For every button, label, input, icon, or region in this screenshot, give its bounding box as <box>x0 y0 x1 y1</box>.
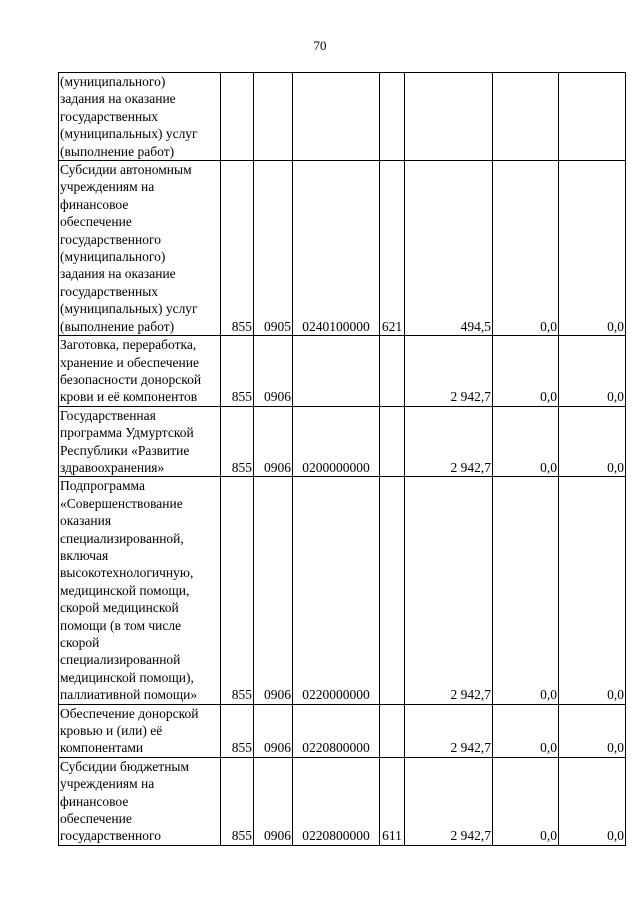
amount-col3-cell: 0,0 <box>559 477 626 704</box>
section-code-cell: 0906 <box>254 336 293 407</box>
target-article-cell: 0220800000 <box>293 704 380 757</box>
item-name-line: включая <box>60 547 109 563</box>
amount-cell: 2 942,7 <box>405 757 493 845</box>
ministry-code-cell: 855 <box>221 477 254 704</box>
target-article-cell: 0220800000 <box>293 757 380 845</box>
item-name-cell <box>59 73 221 161</box>
section-code-cell: 0905 <box>254 161 293 336</box>
item-name-line: финансовое <box>60 793 129 809</box>
ministry-code-cell: 855 <box>221 406 254 477</box>
item-name-line: специализированной <box>60 652 181 668</box>
item-name-line: здравоохранения» <box>60 459 165 475</box>
amount-cell <box>405 73 493 161</box>
item-name-line: крови и её компонентов <box>60 389 198 405</box>
item-name-line: «Совершенствование <box>60 495 183 511</box>
page-number: 70 <box>313 38 327 53</box>
item-name-line: задания на оказание <box>60 91 176 107</box>
item-name-cell <box>59 336 221 407</box>
target-article-cell <box>293 336 380 407</box>
amount-cell: 2 942,7 <box>405 406 493 477</box>
item-name-line: государственных <box>60 108 159 124</box>
item-name-line: компонентами <box>60 740 144 756</box>
item-name-line: (муниципальных) услуг <box>60 301 198 317</box>
table-row <box>59 406 626 477</box>
item-name-line: (выполнение работ) <box>60 318 175 334</box>
amount-col2-cell: 0,0 <box>493 161 559 336</box>
section-code-cell: 0906 <box>254 704 293 757</box>
amount-col2-cell: 0,0 <box>493 477 559 704</box>
table-row <box>59 757 626 845</box>
table-row <box>59 161 626 336</box>
amount-col3-cell: 0,0 <box>559 704 626 757</box>
target-article-cell: 0240100000 <box>293 161 380 336</box>
item-name-line: Субсидии бюджетным <box>60 758 190 774</box>
item-name-line: Заготовка, переработка, <box>60 337 197 353</box>
item-name-cell <box>59 757 221 845</box>
target-article-cell: 0200000000 <box>293 406 380 477</box>
item-name-line: учреждениям на <box>60 179 155 195</box>
item-name-line: задания на оказание <box>60 266 176 282</box>
item-name-line: паллиативной помощи» <box>60 687 198 703</box>
table-row <box>59 477 626 704</box>
amount-cell: 2 942,7 <box>405 336 493 407</box>
ministry-code-cell: 855 <box>221 161 254 336</box>
ministry-code-cell: 855 <box>221 757 254 845</box>
item-name-line: обеспечение <box>60 214 132 230</box>
item-name-line: учреждениям на <box>60 776 155 792</box>
item-name-line: государственных <box>60 283 159 299</box>
item-name-line: специализированной, <box>60 530 184 546</box>
expense-type-cell: 621 <box>380 161 405 336</box>
amount-col3-cell: 0,0 <box>559 757 626 845</box>
item-name-line: Обеспечение донорской <box>60 705 199 721</box>
amount-col2-cell: 0,0 <box>493 336 559 407</box>
amount-col2-cell <box>493 73 559 161</box>
section-code-cell: 0906 <box>254 477 293 704</box>
table-body <box>59 73 626 846</box>
item-name-line: государственного <box>60 828 161 844</box>
ministry-code-cell: 855 <box>221 704 254 757</box>
amount-cell: 2 942,7 <box>405 477 493 704</box>
amount-col2-cell: 0,0 <box>493 704 559 757</box>
amount-col3-cell: 0,0 <box>559 406 626 477</box>
item-name-line: скорой <box>60 635 100 650</box>
item-name-line: обеспечение <box>60 811 132 827</box>
item-name-line: программа Удмуртской <box>60 425 194 441</box>
table-row <box>59 704 626 757</box>
item-name-line: (муниципальных) услуг <box>60 126 198 142</box>
amount-col3-cell: 0,0 <box>559 336 626 407</box>
target-article-cell <box>293 73 380 161</box>
item-name-line: (муниципального) <box>60 74 166 89</box>
amount-col3-cell <box>559 73 626 161</box>
section-code-cell <box>254 73 293 161</box>
expense-type-cell <box>380 336 405 407</box>
expense-type-cell <box>380 73 405 161</box>
section-code-cell: 0906 <box>254 757 293 845</box>
item-name-line: хранение и обеспечение <box>60 354 199 370</box>
item-name-line: медицинской помощи, <box>60 582 190 598</box>
amount-col3-cell: 0,0 <box>559 161 626 336</box>
item-name-line: Республики «Развитие <box>60 442 190 458</box>
ministry-code-cell <box>221 73 254 161</box>
item-name-line: оказания <box>60 513 112 529</box>
expense-type-cell <box>380 704 405 757</box>
amount-col2-cell: 0,0 <box>493 406 559 477</box>
item-name-line: финансовое <box>60 196 129 212</box>
ministry-code-cell: 855 <box>221 336 254 407</box>
item-name-line: помощи (в том числе <box>60 617 182 633</box>
amount-cell: 494,5 <box>405 161 493 336</box>
target-article-cell: 0220000000 <box>293 477 380 704</box>
expense-type-cell: 611 <box>380 757 405 845</box>
item-name-line: (выполнение работ) <box>60 143 175 159</box>
item-name-line: Субсидии автономным <box>60 162 192 178</box>
item-name-line: (муниципального) <box>60 249 166 265</box>
item-name-line: безопасности донорской <box>60 371 202 387</box>
amount-cell: 2 942,7 <box>405 704 493 757</box>
item-name-cell <box>59 406 221 477</box>
amount-col2-cell: 0,0 <box>493 757 559 845</box>
item-name-line: Государственная <box>60 407 156 423</box>
item-name-cell <box>59 704 221 757</box>
item-name-cell <box>59 161 221 336</box>
budget-table <box>58 72 626 846</box>
item-name-cell <box>59 477 221 704</box>
item-name-line: высокотехнологичную, <box>60 565 194 581</box>
item-name-line: кровью и (или) её <box>60 723 163 739</box>
item-name-line: Подпрограмма <box>60 478 145 494</box>
item-name-line: медицинской помощи), <box>60 669 194 685</box>
table-row <box>59 336 626 407</box>
item-name-line: скорой медицинской <box>60 600 179 616</box>
table-row <box>59 73 626 161</box>
expense-type-cell <box>380 477 405 704</box>
section-code-cell: 0906 <box>254 406 293 477</box>
expense-type-cell <box>380 406 405 477</box>
item-name-line: государственного <box>60 231 161 247</box>
